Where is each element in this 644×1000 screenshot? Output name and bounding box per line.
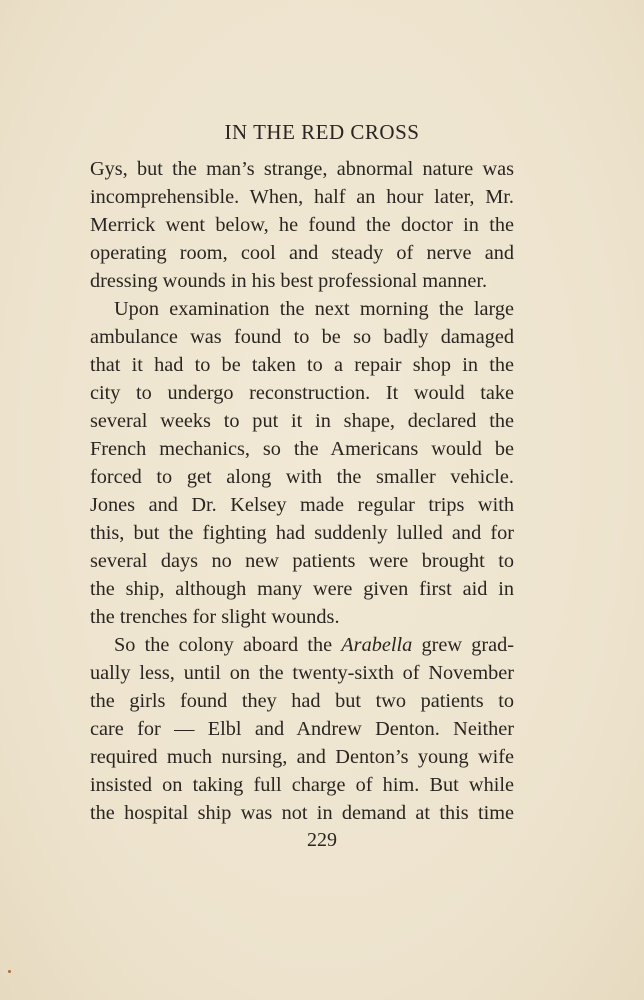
text-line: several days no new patients were brought to [90, 550, 514, 572]
text-line: So the colony aboard the Arabella grew grad- [114, 634, 514, 656]
text-line: French mechanics, so the Americans would be [90, 438, 514, 460]
text-line: Jones and Dr. Kelsey made regular trips with [90, 494, 514, 516]
text-line: several weeks to put it in shape, declared the [90, 410, 514, 432]
text-line: incomprehensible. When, half an hour later, Mr. [90, 186, 514, 208]
text-line: the trenches for slight wounds. [90, 606, 340, 628]
text-line: Merrick went below, he found the doctor in the [90, 214, 514, 236]
running-head: IN THE RED CROSS [224, 120, 420, 144]
italic-text: Arabella [341, 634, 413, 656]
body-text [90, 155, 514, 827]
text-line: forced to get along with the smaller vehicle. [90, 466, 514, 488]
text-line: city to undergo reconstruction. It would take [90, 382, 514, 404]
page-number: 229 [307, 829, 337, 851]
text-line: this, but the fighting had suddenly lulled and for [90, 522, 514, 544]
text-line: required much nursing, and Denton’s young wife [90, 746, 514, 768]
text-line: the girls found they had but two patients to [90, 690, 514, 712]
paper-speck [8, 970, 11, 973]
text-line: that it had to be taken to a repair shop in the [90, 354, 514, 376]
text-line: ambulance was found to be so badly damaged [90, 326, 514, 348]
text-line: care for — Elbl and Andrew Denton. Neither [90, 718, 514, 740]
paragraph-3 [90, 631, 514, 827]
text-line: dressing wounds in his best professional manner. [90, 270, 488, 292]
paragraph-1 [90, 155, 514, 295]
text-line: insisted on taking full charge of him. But while [90, 774, 514, 796]
text-line: operating room, cool and steady of nerve and [90, 242, 514, 264]
text-line: Upon examination the next morning the large [114, 298, 514, 320]
text-line: the hospital ship was not in demand at this time [90, 802, 514, 824]
text-line: the ship, although many were given first aid in [90, 578, 514, 600]
text-line: Gys, but the man’s strange, abnormal nature was [90, 158, 514, 180]
paragraph-2 [90, 295, 514, 631]
text-line: ually less, until on the twenty-sixth of November [90, 662, 514, 684]
